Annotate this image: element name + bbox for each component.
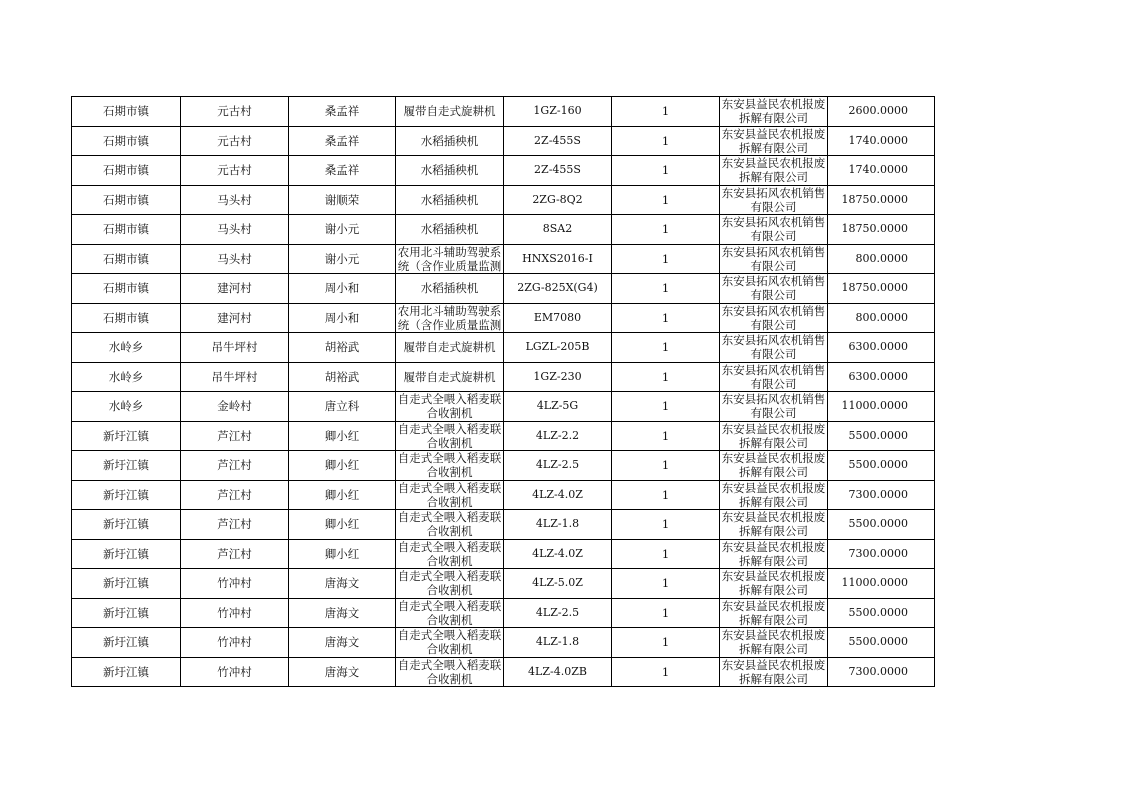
table-row (72, 628, 935, 658)
quantity-cell: 1 (612, 156, 720, 186)
quantity-cell: 1 (612, 657, 720, 687)
model-cell: 4LZ-5.0Z (504, 569, 612, 599)
machine-cell-text: 自走式全喂入稻麦联合收割机 (397, 569, 502, 598)
amount-cell: 5500.0000 (828, 598, 935, 628)
dealer-cell-text: 东安县拓风农机销售有限公司 (721, 185, 826, 214)
table-row (72, 362, 935, 392)
machine-cell-text: 农用北斗辅助驾驶系统（含作业质量监测 (397, 244, 502, 273)
amount-cell: 800.0000 (828, 303, 935, 333)
amount-cell: 7300.0000 (828, 657, 935, 687)
name-cell: 卿小红 (289, 451, 396, 481)
town-cell: 水岭乡 (72, 333, 181, 363)
amount-cell: 2600.0000 (828, 97, 935, 127)
name-cell: 胡裕武 (289, 362, 396, 392)
dealer-cell (720, 421, 828, 451)
quantity-cell: 1 (612, 333, 720, 363)
quantity-cell: 1 (612, 392, 720, 422)
dealer-cell-text: 东安县益民农机报废拆解有限公司 (721, 480, 826, 509)
dealer-cell-text: 东安县拓风农机销售有限公司 (721, 244, 826, 273)
town-cell: 石期市镇 (72, 274, 181, 304)
town-cell: 新圩江镇 (72, 598, 181, 628)
dealer-cell (720, 657, 828, 687)
village-cell: 马头村 (181, 185, 289, 215)
machine-cell (396, 421, 504, 451)
model-cell: HNXS2016-I (504, 244, 612, 274)
model-cell: 4LZ-2.2 (504, 421, 612, 451)
name-cell: 唐海文 (289, 569, 396, 599)
name-cell: 桑孟祥 (289, 156, 396, 186)
town-cell: 新圩江镇 (72, 569, 181, 599)
machine-cell (396, 598, 504, 628)
table-row (72, 657, 935, 687)
name-cell: 桑孟祥 (289, 126, 396, 156)
dealer-cell-text: 东安县益民农机报废拆解有限公司 (721, 598, 826, 627)
quantity-cell: 1 (612, 274, 720, 304)
machine-cell (396, 392, 504, 422)
machine-cell (396, 185, 504, 215)
machine-cell-text: 履带自走式旋耕机 (403, 340, 496, 355)
table-row (72, 274, 935, 304)
quantity-cell: 1 (612, 97, 720, 127)
name-cell: 周小和 (289, 274, 396, 304)
model-cell: 2ZG-8Q2 (504, 185, 612, 215)
model-cell: 4LZ-4.0Z (504, 539, 612, 569)
model-cell: 4LZ-5G (504, 392, 612, 422)
subsidy-table (71, 96, 935, 687)
amount-cell: 800.0000 (828, 244, 935, 274)
dealer-cell-text: 东安县益民农机报废拆解有限公司 (721, 657, 826, 686)
village-cell: 芦江村 (181, 510, 289, 540)
table-row (72, 303, 935, 333)
model-cell: 8SA2 (504, 215, 612, 245)
village-cell: 吊牛坪村 (181, 362, 289, 392)
machine-cell-text: 自走式全喂入稻麦联合收割机 (397, 421, 502, 450)
quantity-cell: 1 (612, 126, 720, 156)
model-cell: 4LZ-1.8 (504, 510, 612, 540)
village-cell: 芦江村 (181, 421, 289, 451)
amount-cell: 11000.0000 (828, 569, 935, 599)
table-body (72, 97, 935, 687)
dealer-cell (720, 362, 828, 392)
machine-cell-text: 水稻插秧机 (420, 281, 479, 296)
model-cell: 4LZ-4.0ZB (504, 657, 612, 687)
name-cell: 桑孟祥 (289, 97, 396, 127)
amount-cell: 7300.0000 (828, 480, 935, 510)
dealer-cell (720, 185, 828, 215)
model-cell: 2ZG-825X(G4) (504, 274, 612, 304)
amount-cell: 5500.0000 (828, 421, 935, 451)
dealer-cell (720, 510, 828, 540)
machine-cell (396, 628, 504, 658)
table-row (72, 598, 935, 628)
town-cell: 石期市镇 (72, 156, 181, 186)
dealer-cell (720, 569, 828, 599)
table-row (72, 156, 935, 186)
machine-cell (396, 303, 504, 333)
village-cell: 元古村 (181, 156, 289, 186)
machine-cell-text: 自走式全喂入稻麦联合收割机 (397, 392, 502, 421)
machine-cell-text: 自走式全喂入稻麦联合收割机 (397, 510, 502, 539)
village-cell: 竹冲村 (181, 598, 289, 628)
amount-cell: 11000.0000 (828, 392, 935, 422)
quantity-cell: 1 (612, 569, 720, 599)
quantity-cell: 1 (612, 539, 720, 569)
table-row (72, 392, 935, 422)
model-cell: 4LZ-2.5 (504, 598, 612, 628)
table-row (72, 480, 935, 510)
dealer-cell (720, 628, 828, 658)
town-cell: 新圩江镇 (72, 421, 181, 451)
name-cell: 卿小红 (289, 510, 396, 540)
dealer-cell (720, 126, 828, 156)
dealer-cell (720, 97, 828, 127)
machine-cell-text: 水稻插秧机 (420, 163, 479, 178)
dealer-cell (720, 539, 828, 569)
dealer-cell (720, 303, 828, 333)
machine-cell (396, 451, 504, 481)
dealer-cell-text: 东安县益民农机报废拆解有限公司 (721, 126, 826, 155)
dealer-cell (720, 156, 828, 186)
dealer-cell (720, 598, 828, 628)
model-cell: 1GZ-230 (504, 362, 612, 392)
quantity-cell: 1 (612, 215, 720, 245)
machine-cell-text: 履带自走式旋耕机 (403, 369, 496, 384)
model-cell: 2Z-455S (504, 126, 612, 156)
dealer-cell-text: 东安县拓风农机销售有限公司 (721, 362, 826, 391)
amount-cell: 7300.0000 (828, 539, 935, 569)
village-cell: 竹冲村 (181, 628, 289, 658)
machine-cell (396, 539, 504, 569)
village-cell: 金岭村 (181, 392, 289, 422)
name-cell: 周小和 (289, 303, 396, 333)
name-cell: 卿小红 (289, 480, 396, 510)
dealer-cell-text: 东安县益民农机报废拆解有限公司 (721, 628, 826, 657)
machine-cell-text: 履带自走式旋耕机 (403, 104, 496, 119)
amount-cell: 6300.0000 (828, 333, 935, 363)
model-cell: 2Z-455S (504, 156, 612, 186)
model-cell: EM7080 (504, 303, 612, 333)
dealer-cell (720, 274, 828, 304)
quantity-cell: 1 (612, 362, 720, 392)
town-cell: 新圩江镇 (72, 510, 181, 540)
town-cell: 新圩江镇 (72, 480, 181, 510)
town-cell: 新圩江镇 (72, 657, 181, 687)
dealer-cell-text: 东安县拓风农机销售有限公司 (721, 392, 826, 421)
quantity-cell: 1 (612, 185, 720, 215)
dealer-cell-text: 东安县拓风农机销售有限公司 (721, 333, 826, 362)
dealer-cell-text: 东安县益民农机报废拆解有限公司 (721, 156, 826, 185)
town-cell: 石期市镇 (72, 185, 181, 215)
dealer-cell-text: 东安县拓风农机销售有限公司 (721, 303, 826, 332)
dealer-cell (720, 333, 828, 363)
dealer-cell (720, 392, 828, 422)
name-cell: 胡裕武 (289, 333, 396, 363)
village-cell: 芦江村 (181, 539, 289, 569)
machine-cell-text: 水稻插秧机 (420, 133, 479, 148)
amount-cell: 18750.0000 (828, 215, 935, 245)
dealer-cell (720, 244, 828, 274)
machine-cell-text: 自走式全喂入稻麦联合收割机 (397, 598, 502, 627)
dealer-cell-text: 东安县益民农机报废拆解有限公司 (721, 510, 826, 539)
machine-cell-text: 自走式全喂入稻麦联合收割机 (397, 480, 502, 509)
amount-cell: 18750.0000 (828, 185, 935, 215)
town-cell: 石期市镇 (72, 303, 181, 333)
quantity-cell: 1 (612, 598, 720, 628)
village-cell: 芦江村 (181, 451, 289, 481)
name-cell: 谢顺荣 (289, 185, 396, 215)
dealer-cell-text: 东安县益民农机报废拆解有限公司 (721, 421, 826, 450)
machine-cell (396, 480, 504, 510)
machine-cell (396, 244, 504, 274)
village-cell: 芦江村 (181, 480, 289, 510)
table-row (72, 451, 935, 481)
machine-cell-text: 自走式全喂入稻麦联合收割机 (397, 539, 502, 568)
village-cell: 马头村 (181, 215, 289, 245)
town-cell: 水岭乡 (72, 392, 181, 422)
quantity-cell: 1 (612, 303, 720, 333)
amount-cell: 5500.0000 (828, 628, 935, 658)
machine-cell-text: 自走式全喂入稻麦联合收割机 (397, 628, 502, 657)
table-row (72, 97, 935, 127)
machine-cell (396, 362, 504, 392)
name-cell: 卿小红 (289, 421, 396, 451)
machine-cell (396, 510, 504, 540)
table-row (72, 421, 935, 451)
dealer-cell (720, 215, 828, 245)
village-cell: 元古村 (181, 126, 289, 156)
machine-cell (396, 569, 504, 599)
town-cell: 新圩江镇 (72, 451, 181, 481)
name-cell: 卿小红 (289, 539, 396, 569)
table-row (72, 569, 935, 599)
model-cell: 4LZ-4.0Z (504, 480, 612, 510)
town-cell: 水岭乡 (72, 362, 181, 392)
name-cell: 谢小元 (289, 215, 396, 245)
dealer-cell-text: 东安县益民农机报废拆解有限公司 (721, 451, 826, 480)
village-cell: 建河村 (181, 274, 289, 304)
dealer-cell (720, 480, 828, 510)
town-cell: 石期市镇 (72, 126, 181, 156)
dealer-cell-text: 东安县益民农机报废拆解有限公司 (721, 97, 826, 126)
name-cell: 唐海文 (289, 628, 396, 658)
town-cell: 新圩江镇 (72, 628, 181, 658)
quantity-cell: 1 (612, 628, 720, 658)
name-cell: 唐海文 (289, 657, 396, 687)
village-cell: 竹冲村 (181, 657, 289, 687)
town-cell: 石期市镇 (72, 97, 181, 127)
dealer-cell-text: 东安县益民农机报废拆解有限公司 (721, 539, 826, 568)
machine-cell (396, 215, 504, 245)
quantity-cell: 1 (612, 421, 720, 451)
table-row (72, 244, 935, 274)
table-row (72, 510, 935, 540)
quantity-cell: 1 (612, 480, 720, 510)
name-cell: 唐立科 (289, 392, 396, 422)
table-row (72, 215, 935, 245)
village-cell: 建河村 (181, 303, 289, 333)
village-cell: 竹冲村 (181, 569, 289, 599)
quantity-cell: 1 (612, 451, 720, 481)
quantity-cell: 1 (612, 244, 720, 274)
model-cell: 4LZ-2.5 (504, 451, 612, 481)
machine-cell (396, 156, 504, 186)
town-cell: 石期市镇 (72, 244, 181, 274)
amount-cell: 1740.0000 (828, 126, 935, 156)
amount-cell: 6300.0000 (828, 362, 935, 392)
machine-cell-text: 农用北斗辅助驾驶系统（含作业质量监测 (397, 303, 502, 332)
quantity-cell: 1 (612, 510, 720, 540)
dealer-cell-text: 东安县拓风农机销售有限公司 (721, 274, 826, 303)
amount-cell: 5500.0000 (828, 451, 935, 481)
table-row (72, 185, 935, 215)
amount-cell: 18750.0000 (828, 274, 935, 304)
machine-cell-text: 自走式全喂入稻麦联合收割机 (397, 451, 502, 480)
model-cell: 1GZ-160 (504, 97, 612, 127)
machine-cell (396, 333, 504, 363)
machine-cell-text: 水稻插秧机 (420, 222, 479, 237)
table-row (72, 539, 935, 569)
dealer-cell-text: 东安县益民农机报废拆解有限公司 (721, 569, 826, 598)
machine-cell (396, 126, 504, 156)
machine-cell (396, 274, 504, 304)
dealer-cell (720, 451, 828, 481)
table-row (72, 126, 935, 156)
town-cell: 新圩江镇 (72, 539, 181, 569)
machine-cell-text: 自走式全喂入稻麦联合收割机 (397, 657, 502, 686)
amount-cell: 1740.0000 (828, 156, 935, 186)
village-cell: 马头村 (181, 244, 289, 274)
machine-cell-text: 水稻插秧机 (420, 192, 479, 207)
model-cell: 4LZ-1.8 (504, 628, 612, 658)
model-cell: LGZL-205B (504, 333, 612, 363)
name-cell: 谢小元 (289, 244, 396, 274)
name-cell: 唐海文 (289, 598, 396, 628)
amount-cell: 5500.0000 (828, 510, 935, 540)
town-cell: 石期市镇 (72, 215, 181, 245)
table-row (72, 333, 935, 363)
dealer-cell-text: 东安县拓风农机销售有限公司 (721, 215, 826, 244)
village-cell: 吊牛坪村 (181, 333, 289, 363)
village-cell: 元古村 (181, 97, 289, 127)
machine-cell (396, 657, 504, 687)
machine-cell (396, 97, 504, 127)
